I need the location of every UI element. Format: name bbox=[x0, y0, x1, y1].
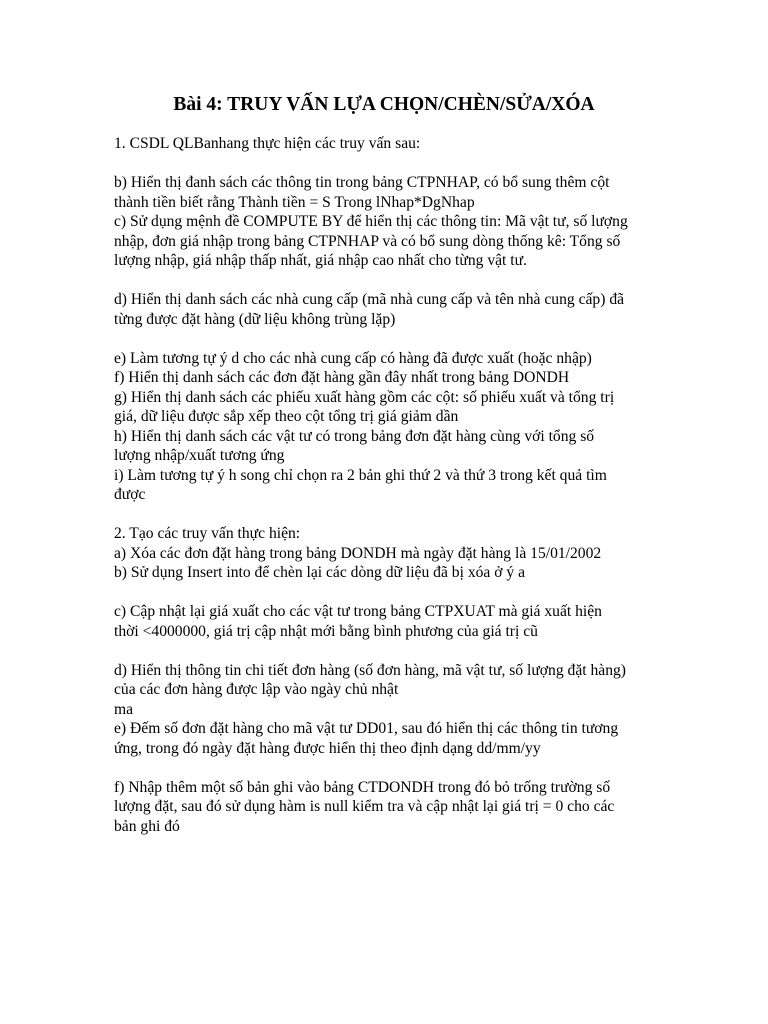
section-1-item-e bbox=[114, 349, 654, 369]
text-line: g) Hiển thị danh sách các phiếu xuất hàng gồm các cột: số phiếu xuất và tổng trị bbox=[114, 388, 615, 406]
text-line: lượng đặt, sau đó sử dụng hàm is null kiểm tra và cập nhật lại giá trị = 0 cho các bbox=[114, 798, 615, 815]
section-2-heading bbox=[114, 524, 654, 544]
text-line: 2. Tạo các truy vấn thực hiện: bbox=[114, 525, 301, 542]
section-2-item-f bbox=[114, 778, 654, 837]
section-2-item-e bbox=[114, 719, 654, 758]
section-1-item-g bbox=[114, 388, 654, 427]
text-line: lượng nhập/xuất tương ứng bbox=[114, 447, 285, 464]
section-2-item-c bbox=[114, 602, 654, 641]
text-line: c) Cập nhật lại giá xuất cho các vật tư trong bảng CTPXUAT mà giá xuất hiện bbox=[114, 603, 602, 620]
text-line: thời <4000000, giá trị cập nhật mới bằng bình phương của giá trị cũ bbox=[114, 622, 538, 640]
paragraph-gap bbox=[114, 505, 654, 525]
text-line: bản ghi đó bbox=[114, 817, 180, 835]
text-line: i) Làm tương tự ý h song chỉ chọn ra 2 bản ghi thứ 2 và thứ 3 trong kết quả tìm bbox=[114, 466, 607, 484]
text-line: h) Hiển thị danh sách các vật tư có trong bảng đơn đặt hàng cùng với tổng số bbox=[114, 427, 595, 445]
section-2-item-a bbox=[114, 544, 654, 564]
text-line: nhập, đơn giá nhập trong bảng CTPNHAP và có bổ sung dòng thống kê: Tổng số bbox=[114, 232, 621, 250]
page-title: Bài 4: TRUY VẤN LỰA CHỌN/CHÈN/SỬA/XÓA bbox=[173, 94, 595, 115]
text-line: a) Xóa các đơn đặt hàng trong bảng DONDH mà ngày đặt hàng là 15/01/2002 bbox=[114, 544, 602, 562]
text-line: của các đơn hàng được lập vào ngày chủ nhật bbox=[114, 681, 399, 698]
document-body bbox=[114, 134, 654, 836]
paragraph-gap bbox=[114, 583, 654, 603]
section-1-item-f bbox=[114, 368, 654, 388]
paragraph-gap bbox=[114, 329, 654, 349]
text-line: c) Sử dụng mệnh đề COMPUTE BY để hiển thị các thông tin: Mã vật tư, số lượng bbox=[114, 213, 628, 230]
paragraph-gap bbox=[114, 154, 654, 174]
text-line: thành tiền biết rằng Thành tiền = S Trong lNhap*DgNhap bbox=[114, 193, 475, 211]
text-line: ứng, trong đó ngày đặt hàng được hiển thị theo định dạng dd/mm/yy bbox=[114, 739, 541, 757]
section-1-item-i bbox=[114, 466, 654, 505]
text-line: từng được đặt hàng (dữ liệu không trùng lặp) bbox=[114, 310, 396, 328]
section-2-item-b bbox=[114, 563, 654, 583]
text-line: e) Làm tương tự ý d cho các nhà cung cấp có hàng đã được xuất (hoặc nhập) bbox=[114, 349, 592, 367]
section-2-item-d bbox=[114, 661, 654, 720]
text-line: d) Hiển thị thông tin chi tiết đơn hàng (số đơn hàng, mã vật tư, số lượng đặt hàng) bbox=[114, 661, 626, 679]
text-line: b) Hiển thị đanh sách các thông tin trong bảng CTPNHAP, có bổ sung thêm cột bbox=[114, 174, 610, 191]
section-1-heading bbox=[114, 134, 654, 154]
section-1-item-b bbox=[114, 173, 654, 212]
text-line: 1. CSDL QLBanhang thực hiện các truy vấn sau: bbox=[114, 135, 421, 152]
section-1-item-c bbox=[114, 212, 654, 271]
text-line: e) Đếm số đơn đặt hàng cho mã vật tư DD01, sau đó hiển thị các thông tin tương bbox=[114, 720, 619, 737]
paragraph-gap bbox=[114, 271, 654, 291]
text-line: giá, dữ liệu được sắp xếp theo cột tổng trị giá giảm dần bbox=[114, 408, 459, 425]
section-1-item-d bbox=[114, 290, 654, 329]
text-line: f) Nhập thêm một số bản ghi vào bảng CTDONDH trong đó bỏ trống trường số bbox=[114, 778, 611, 796]
text-line: ma bbox=[114, 700, 134, 718]
paragraph-gap bbox=[114, 641, 654, 661]
paragraph-gap bbox=[114, 758, 654, 778]
text-line: d) Hiển thị danh sách các nhà cung cấp (mã nhà cung cấp và tên nhà cung cấp) đã bbox=[114, 291, 625, 308]
text-line: f) Hiển thị danh sách các đơn đặt hàng gần đây nhất trong bảng DONDH bbox=[114, 369, 570, 386]
text-line: lượng nhập, giá nhập thấp nhất, giá nhập cao nhất cho từng vật tư. bbox=[114, 252, 527, 269]
text-line: được bbox=[114, 486, 146, 503]
text-line: b) Sử dụng Insert into để chèn lại các dòng dữ liệu đã bị xóa ở ý a bbox=[114, 564, 525, 581]
section-1-item-h bbox=[114, 427, 654, 466]
